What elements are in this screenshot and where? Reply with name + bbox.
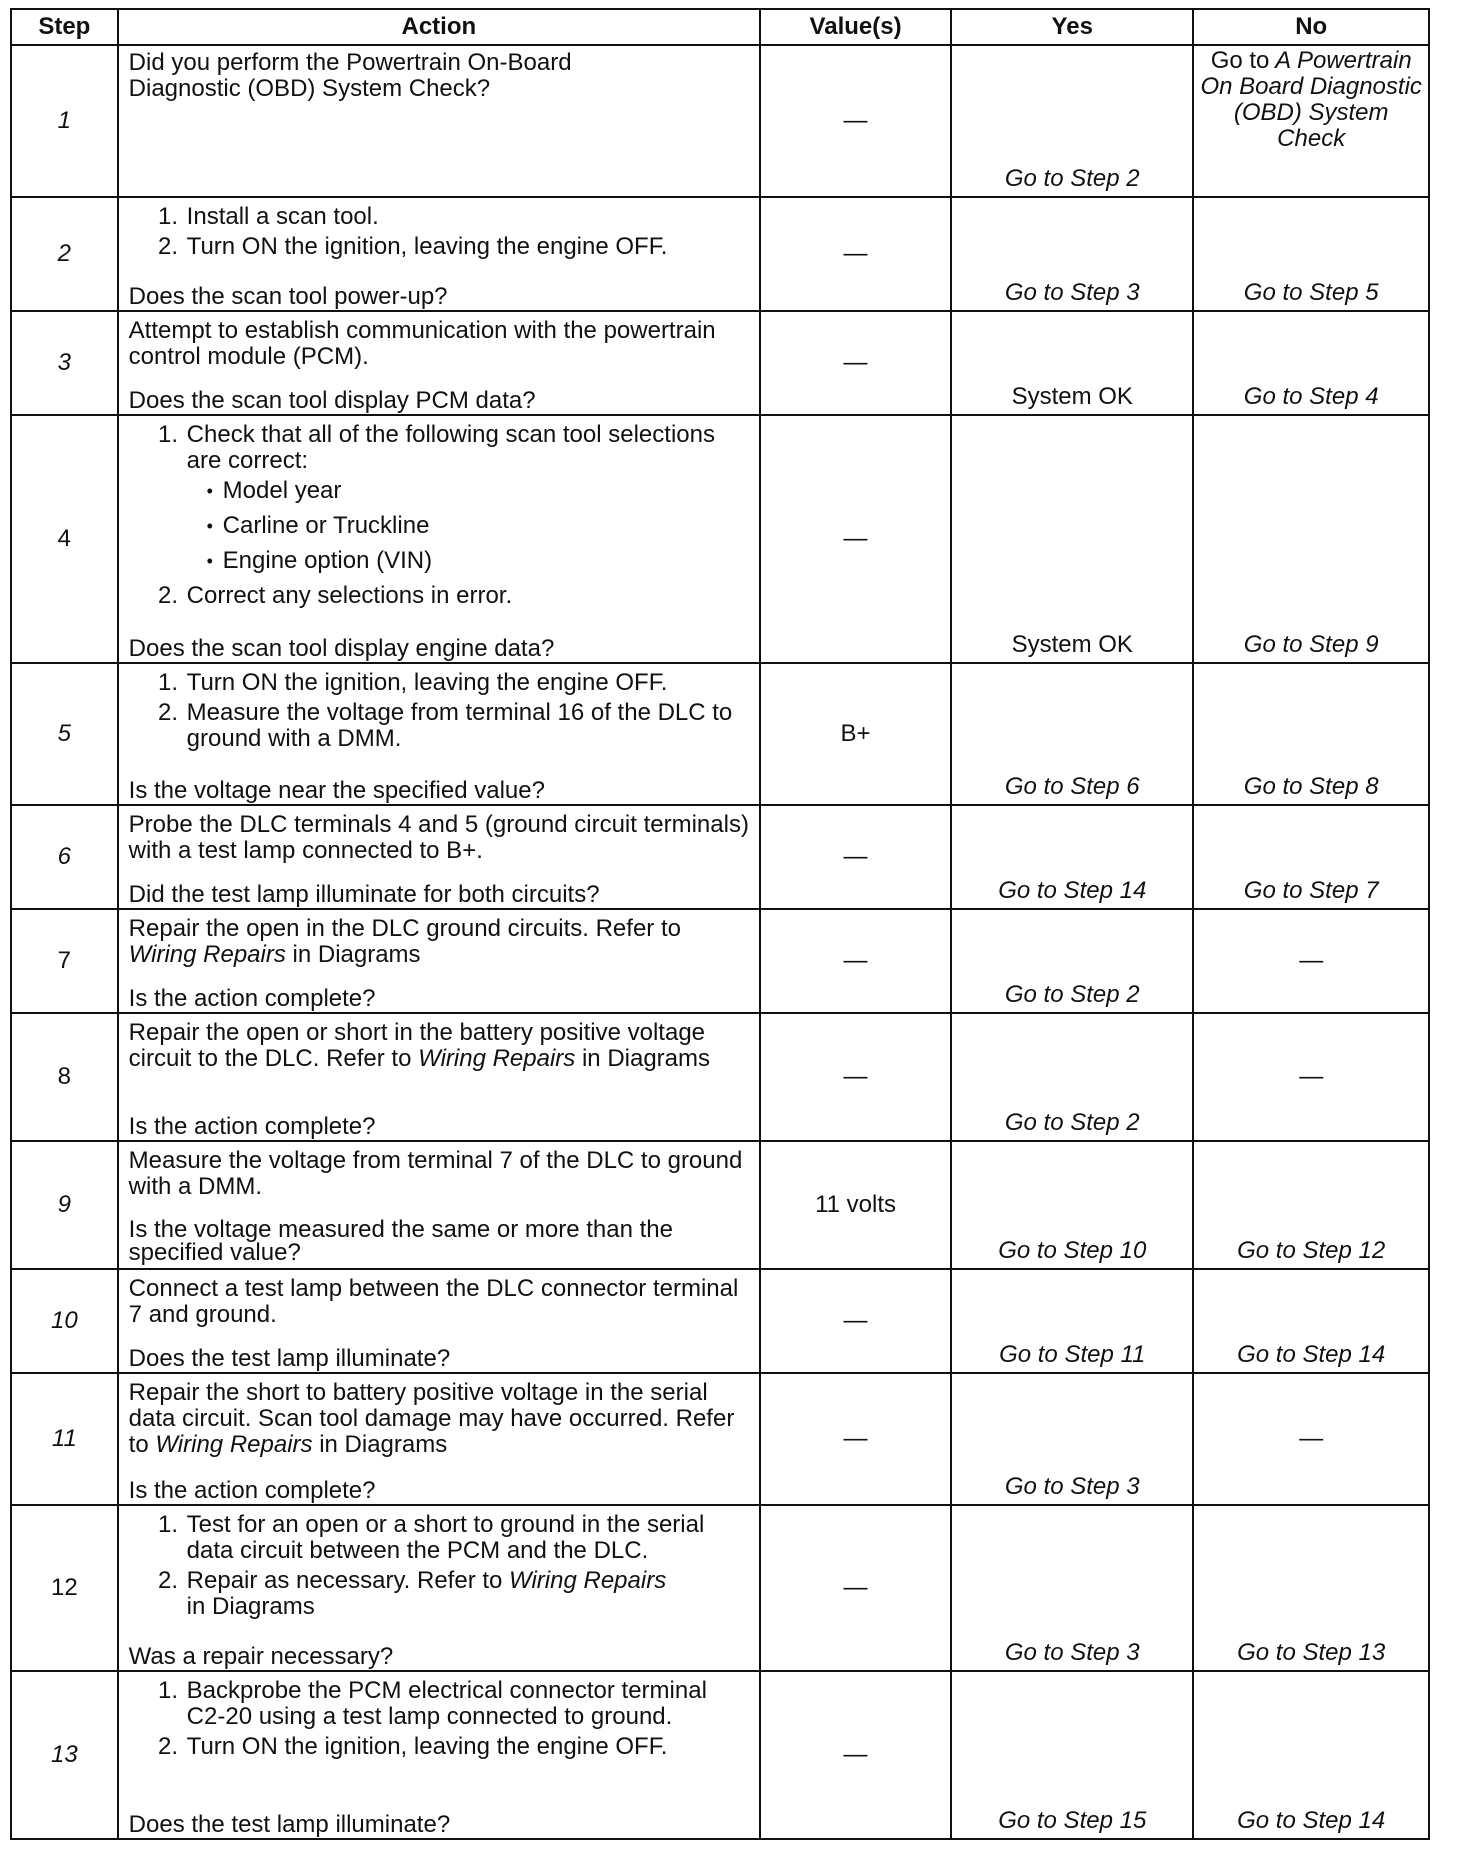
action-item: 2. Turn ON the ignition, leaving the engine OFF. xyxy=(185,1734,749,1760)
no-result-reference: A Powertrain On Board Diagnostic (OBD) System Check xyxy=(1200,47,1422,152)
step-value: 11 volts xyxy=(760,1141,951,1269)
header-no: No xyxy=(1193,9,1429,45)
step-action xyxy=(118,909,760,1013)
yes-result: System OK xyxy=(951,415,1193,663)
step-action xyxy=(118,663,760,805)
action-text: Attempt to establish communication with the powertrain control module (PCM). xyxy=(128,317,716,370)
action-item: 2. Measure the voltage from terminal 16 of the DLC to ground with a DMM. xyxy=(185,700,749,752)
action-text: Measure the voltage from terminal 7 of the DLC to ground with a DMM. xyxy=(128,1147,743,1200)
yes-result: Go to Step 2 xyxy=(951,909,1193,1013)
yes-result: Go to Step 2 xyxy=(951,45,1193,197)
header-yes: Yes xyxy=(951,9,1193,45)
no-result: — xyxy=(1193,1013,1429,1141)
yes-result: Go to Step 10 xyxy=(951,1141,1193,1269)
action-question: Does the test lamp illuminate? xyxy=(128,1345,451,1372)
step-number: 1 xyxy=(11,45,118,197)
action-item: 2. Correct any selections in error. xyxy=(185,583,749,609)
header-values: Value(s) xyxy=(760,9,951,45)
step-number: 4 xyxy=(11,415,118,663)
wiring-repairs-reference: Wiring Repairs xyxy=(418,1045,576,1072)
header-step: Step xyxy=(11,9,118,45)
action-item: 1. Install a scan tool. xyxy=(185,204,749,230)
step-action xyxy=(118,805,760,909)
action-text-tail: in Diagrams xyxy=(575,1045,711,1072)
selection-bullet: • Engine option (VIN) xyxy=(221,548,749,574)
step-value: — xyxy=(760,1269,951,1373)
table-row xyxy=(11,1505,1429,1671)
step-value: — xyxy=(760,311,951,415)
selection-bullet: • Model year xyxy=(221,478,749,504)
no-result: Go to Step 8 xyxy=(1193,663,1429,805)
action-text-tail: in Diagrams xyxy=(285,941,421,968)
yes-result: Go to Step 11 xyxy=(951,1269,1193,1373)
action-text: Did you perform the Powertrain On-Board Diagnostic (OBD) System Check? xyxy=(128,49,572,102)
step-value: — xyxy=(760,909,951,1013)
yes-result: Go to Step 3 xyxy=(951,1373,1193,1505)
action-item-text: Check that all of the following scan tool selections are correct: xyxy=(186,421,715,474)
yes-result: Go to Step 3 xyxy=(951,1505,1193,1671)
step-action xyxy=(118,1505,760,1671)
step-value: — xyxy=(760,1671,951,1839)
step-number: 10 xyxy=(11,1269,118,1373)
step-number: 9 xyxy=(11,1141,118,1269)
no-result: Go to Step 14 xyxy=(1193,1671,1429,1839)
step-number: 13 xyxy=(11,1671,118,1839)
step-value: — xyxy=(760,197,951,311)
yes-result: Go to Step 14 xyxy=(951,805,1193,909)
table-row xyxy=(11,1373,1429,1505)
no-result: Go to Step 14 xyxy=(1193,1269,1429,1373)
action-question: Does the scan tool display PCM data? xyxy=(128,387,536,414)
action-question: Does the test lamp illuminate? xyxy=(128,1811,451,1838)
table-header-row xyxy=(11,9,1429,45)
wiring-repairs-reference: Wiring Repairs xyxy=(128,941,286,968)
no-result: — xyxy=(1193,909,1429,1013)
action-question: Was a repair necessary? xyxy=(128,1643,394,1670)
action-question: Is the action complete? xyxy=(128,985,376,1012)
header-action: Action xyxy=(118,9,760,45)
action-text xyxy=(129,1380,749,1458)
action-item xyxy=(185,422,749,574)
step-action xyxy=(118,1671,760,1839)
no-result: Go to Step 7 xyxy=(1193,805,1429,909)
action-question: Is the action complete? xyxy=(128,1477,376,1504)
diagnostic-table xyxy=(10,8,1430,1840)
step-number: 11 xyxy=(11,1373,118,1505)
action-text-lead: Repair the short to battery positive voltage in the serial data circuit. Scan tool damage may have occurred. Refer to xyxy=(128,1379,735,1458)
no-result: — xyxy=(1193,1373,1429,1505)
table-row xyxy=(11,663,1429,805)
table-row xyxy=(11,805,1429,909)
table-row xyxy=(11,415,1429,663)
step-action xyxy=(118,1013,760,1141)
action-text: Probe the DLC terminals 4 and 5 (ground circuit terminals) with a test lamp connected to B+. xyxy=(128,811,749,864)
no-result: Go to Step 9 xyxy=(1193,415,1429,663)
table-row xyxy=(11,45,1429,197)
step-value: — xyxy=(760,1013,951,1141)
action-item: 1. Backprobe the PCM electrical connector terminal C2-20 using a test lamp connected to ground. xyxy=(185,1678,749,1730)
step-number: 12 xyxy=(11,1505,118,1671)
step-value: — xyxy=(760,1505,951,1671)
step-action xyxy=(118,197,760,311)
action-question: Did the test lamp illuminate for both circuits? xyxy=(128,881,600,908)
action-text-tail: in Diagrams xyxy=(312,1431,448,1458)
action-question: Does the scan tool display engine data? xyxy=(128,635,555,662)
step-action xyxy=(118,311,760,415)
step-value: — xyxy=(760,45,951,197)
action-text-lead: Repair the open in the DLC ground circuits. Refer to xyxy=(128,915,681,942)
yes-result: Go to Step 2 xyxy=(951,1013,1193,1141)
action-question: Is the voltage measured the same or more than the specified value? xyxy=(128,1216,673,1266)
action-item: 1. Turn ON the ignition, leaving the engine OFF. xyxy=(185,670,749,696)
step-number: 6 xyxy=(11,805,118,909)
step-number: 7 xyxy=(11,909,118,1013)
step-number: 8 xyxy=(11,1013,118,1141)
yes-result: Go to Step 15 xyxy=(951,1671,1193,1839)
yes-result: Go to Step 6 xyxy=(951,663,1193,805)
action-question: Does the scan tool power-up? xyxy=(128,283,448,310)
action-item: 2. Turn ON the ignition, leaving the engine OFF. xyxy=(185,234,749,260)
table-row xyxy=(11,1141,1429,1269)
selection-bullet: • Carline or Truckline xyxy=(221,513,749,539)
no-result: Go to Step 13 xyxy=(1193,1505,1429,1671)
action-item-tail: in Diagrams xyxy=(186,1593,315,1620)
step-action xyxy=(118,1373,760,1505)
yes-result: System OK xyxy=(951,311,1193,415)
diagnostic-document xyxy=(10,8,1430,1840)
step-number: 3 xyxy=(11,311,118,415)
action-question: Is the voltage near the specified value? xyxy=(128,777,545,804)
wiring-repairs-reference: Wiring Repairs xyxy=(155,1431,313,1458)
action-text xyxy=(129,916,749,968)
yes-result: Go to Step 3 xyxy=(951,197,1193,311)
step-value: — xyxy=(760,1373,951,1505)
action-text: Connect a test lamp between the DLC connector terminal 7 and ground. xyxy=(128,1275,739,1328)
step-number: 5 xyxy=(11,663,118,805)
step-value: — xyxy=(760,805,951,909)
step-action xyxy=(118,1141,760,1269)
step-action xyxy=(118,1269,760,1373)
table-row xyxy=(11,311,1429,415)
table-row xyxy=(11,909,1429,1013)
table-row xyxy=(11,1269,1429,1373)
table-row xyxy=(11,1671,1429,1839)
selection-list xyxy=(187,478,749,574)
action-question: Is the action complete? xyxy=(128,1113,376,1140)
step-value: B+ xyxy=(760,663,951,805)
no-result: Go to Step 12 xyxy=(1193,1141,1429,1269)
action-item xyxy=(185,1568,749,1620)
action-item: 1. Test for an open or a short to ground in the serial data circuit between the PCM and the DLC. xyxy=(185,1512,749,1564)
step-number: 2 xyxy=(11,197,118,311)
step-value: — xyxy=(760,415,951,663)
no-result: Go to Step 5 xyxy=(1193,197,1429,311)
table-row xyxy=(11,1013,1429,1141)
table-row xyxy=(11,197,1429,311)
action-text-lead: Repair the open or short in the battery positive voltage circuit to the DLC. Refer to xyxy=(128,1019,706,1072)
wiring-repairs-reference: Wiring Repairs xyxy=(509,1567,667,1594)
action-text xyxy=(129,1020,749,1072)
action-item-lead: Repair as necessary. Refer to xyxy=(186,1567,510,1594)
step-action xyxy=(118,415,760,663)
step-action xyxy=(118,45,760,197)
no-result xyxy=(1193,45,1429,197)
no-result-prefix: Go to xyxy=(1210,47,1270,74)
no-result: Go to Step 4 xyxy=(1193,311,1429,415)
